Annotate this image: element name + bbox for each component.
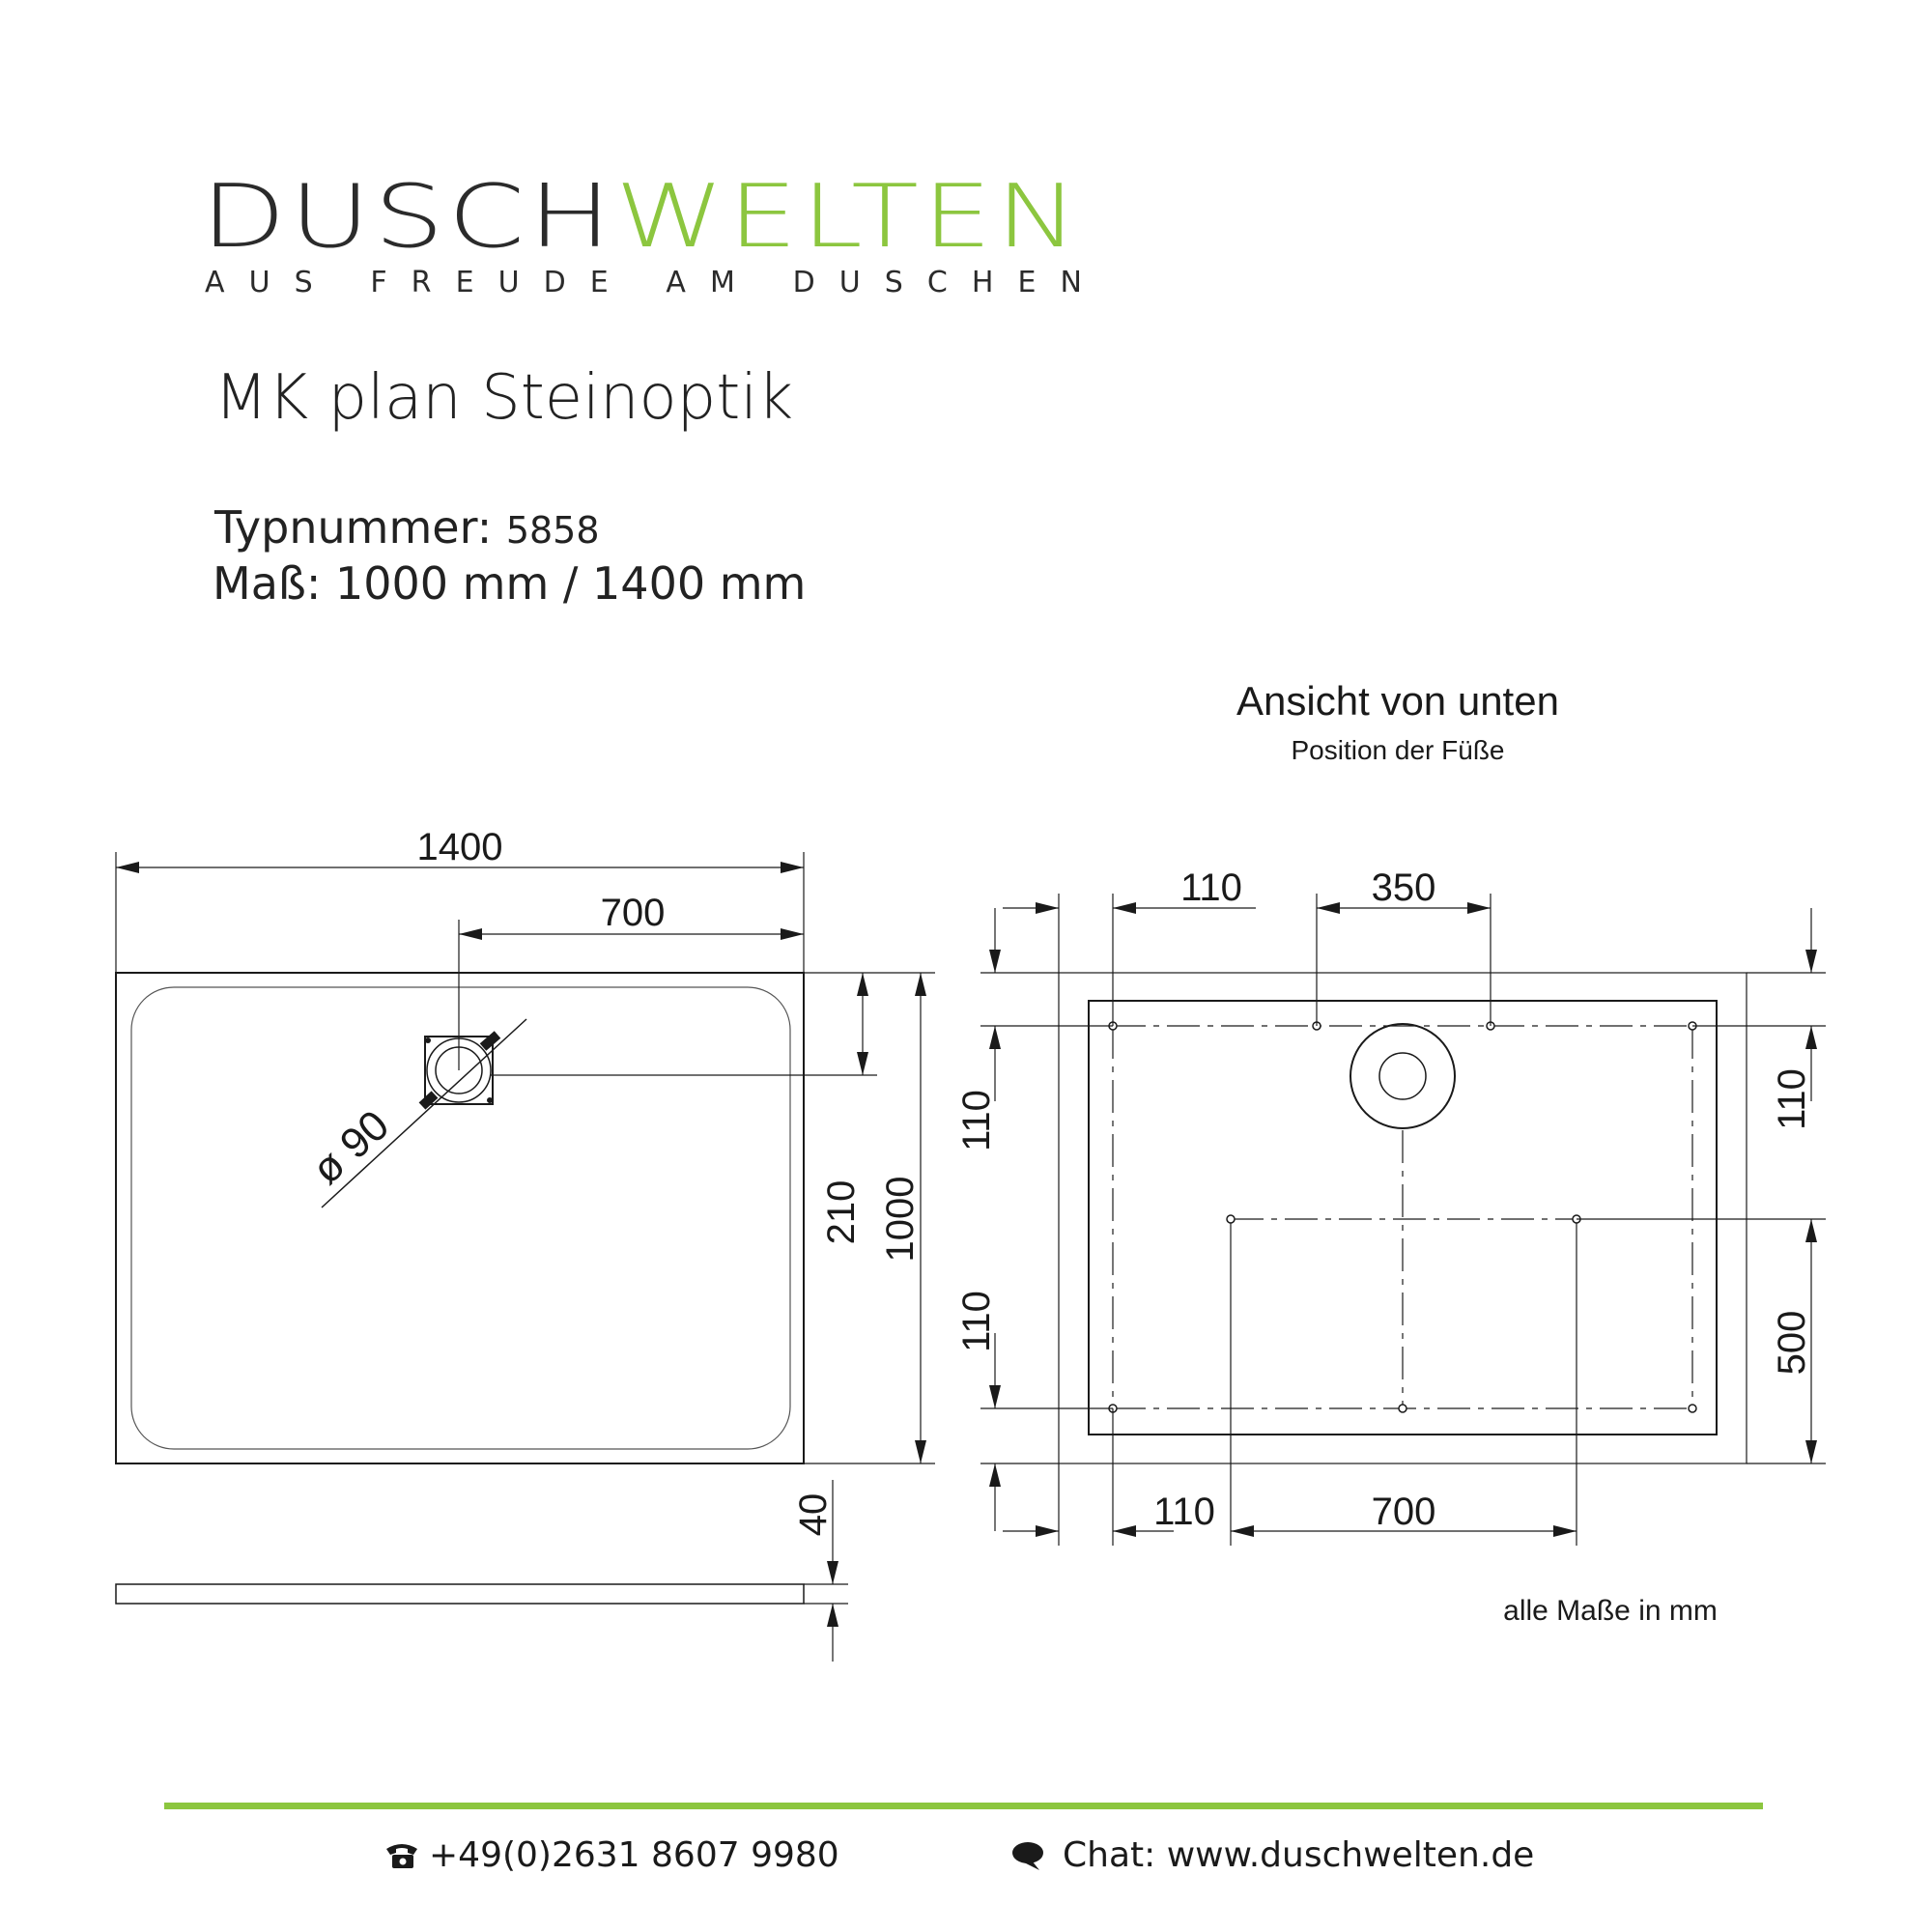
bottom-view-title: Ansicht von unten	[1236, 678, 1559, 724]
top-view	[116, 852, 935, 1463]
type-value: 5858	[505, 509, 600, 552]
logo-tagline: AUS FREUDE AM DUSCHEN	[205, 266, 1083, 299]
bottom-view	[980, 894, 1826, 1546]
dim-bottom-left: 110	[1153, 1491, 1215, 1533]
size-value: 1000 mm / 1400 mm	[334, 557, 807, 610]
dim-drain-offset-y: 210	[820, 1179, 863, 1245]
dim-bottom-spacing: 700	[1371, 1491, 1436, 1533]
drain-underside	[1350, 1024, 1455, 1128]
side-view	[116, 1480, 848, 1662]
dim-right-lower: 500	[1771, 1310, 1813, 1376]
svg-text:Typnummer: 5858	[213, 501, 600, 554]
dim-height: 40	[792, 1492, 835, 1537]
tray-side-profile	[116, 1584, 804, 1604]
footer-rule	[164, 1803, 1763, 1809]
dim-right-upper: 110	[1771, 1068, 1813, 1130]
dim-depth: 1000	[879, 1176, 922, 1263]
bottom-view-subtitle: Position der Füße	[1291, 735, 1505, 765]
logo-word-green: WELTEN	[614, 166, 983, 268]
foot	[1689, 1405, 1696, 1412]
footer-phone[interactable]: +49(0)2631 8607 9980	[429, 1835, 839, 1875]
telephone-icon	[386, 1844, 417, 1868]
dim-left-lower: 110	[955, 1291, 998, 1352]
logo-word-dark: DUSCH	[201, 166, 527, 268]
tray-inner-surface	[131, 987, 790, 1449]
footer-chat[interactable]: Chat: www.duschwelten.de	[1063, 1835, 1535, 1875]
svg-text:Maß: 1000 mm / 1400 mm	[213, 557, 806, 610]
dim-top-spacing: 350	[1371, 867, 1436, 909]
brand-logo	[201, 166, 1082, 299]
type-label: Typnummer:	[214, 501, 493, 554]
dim-left-upper: 110	[955, 1090, 998, 1151]
foot	[1227, 1215, 1235, 1223]
product-title: MK plan Steinoptik	[214, 362, 794, 434]
dim-drain-diameter: ø 90	[302, 1101, 399, 1194]
dim-top-left: 110	[1180, 867, 1242, 909]
dim-drain-offset-x: 700	[600, 892, 666, 934]
dim-width: 1400	[416, 826, 503, 868]
speech-bubble-icon	[1012, 1842, 1043, 1870]
tray-outline	[116, 973, 804, 1463]
size-label: Maß:	[213, 557, 322, 610]
foot	[1399, 1405, 1406, 1412]
svg-text:DUSCHWELTEN	[201, 166, 1082, 268]
units-note: alle Maße in mm	[1503, 1595, 1718, 1627]
